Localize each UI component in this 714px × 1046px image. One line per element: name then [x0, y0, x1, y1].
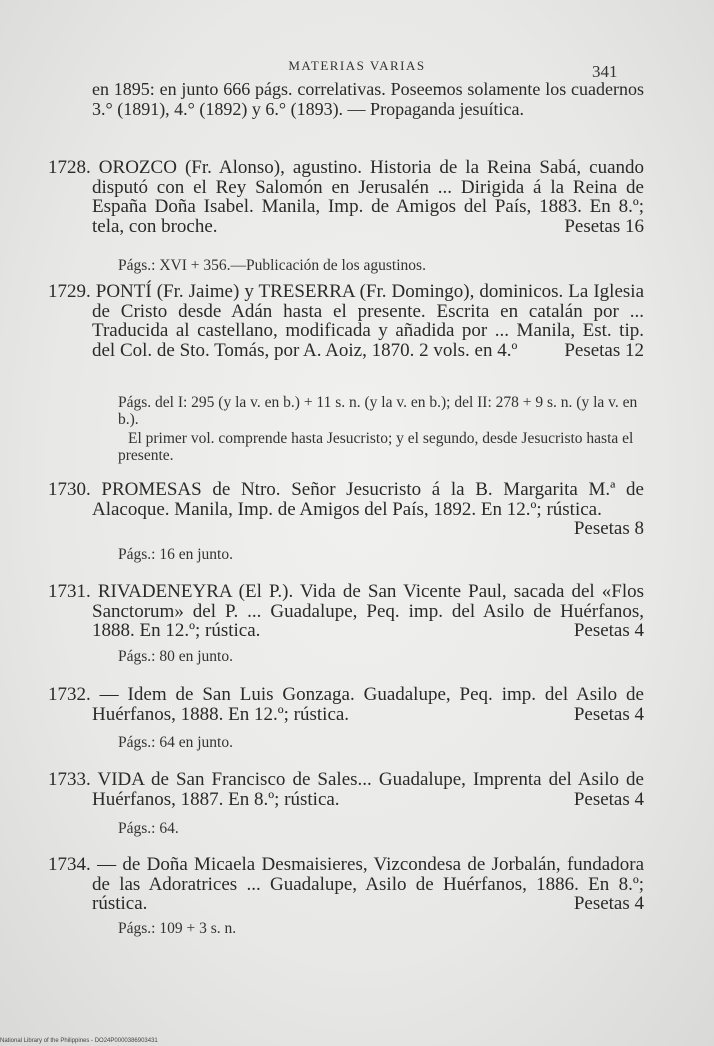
entry-note: Págs. del I: 295 (y la v. en b.) + 11 s. n. (y la v. en b.); del II: 278 + 9 s. n. (y la v. en b.). — [118, 394, 638, 428]
entry-number: 1733. — [48, 769, 91, 790]
entry-note: Págs.: 64 en junto. — [118, 734, 233, 751]
entry-number: 1734. — [48, 854, 91, 875]
entry-text: PROMESAS de Ntro. Señor Jesucristo á la B. Margarita M.ª de Alacoque. Manila, Imp. de Amigos del País, 1892. En 12.º; rústica. — [92, 479, 644, 520]
continuation-text: en 1895: en junto 666 págs. correlativas. Poseemos solamente los cuadernos 3.° (1891), 4.° (1892) y 6.° (1893). — Propaganda jesuítica. — [92, 79, 644, 119]
entry-number: 1728. — [48, 157, 91, 178]
entry-price: Pesetas 4 — [573, 893, 644, 914]
entry-price: Pesetas 8 — [573, 518, 644, 539]
entry-number: 1730. — [48, 479, 91, 500]
entry-1729 — [48, 281, 644, 361]
entry-1733 — [48, 769, 644, 810]
entry-number: 1729. — [48, 281, 91, 302]
entry-number: 1731. — [48, 581, 91, 602]
entry-note: Págs.: 109 + 3 s. n. — [118, 920, 237, 937]
entry-price: Pesetas 12 — [564, 339, 644, 361]
entry-text: PONTÍ (Fr. Jaime) y TRESERRA (Fr. Domingo), dominicos. La Iglesia de Cristo desde Adán hasta el presente. Escrita en catalán por ... Traducida al castellano, modificada y añadida por ... Manila, Est. tip. del Col. de Sto. Tomás, por A. Aoiz, 1870. 2 vols. en 4.º — [92, 281, 644, 361]
entry-text: — de Doña Micaela Desmaisieres, Vizcondesa de Jorbalán, fundadora de las Adoratrices ... Guadalupe, Asilo de Huérfanos, 1886. En 8.º; rústica. — [92, 854, 644, 914]
entry-text: — Idem de San Luis Gonzaga. Guadalupe, Peq. imp. del Asilo de Huérfanos, 1888. En 12.º; rústica. — [92, 684, 644, 725]
entry-1732 — [48, 684, 644, 725]
library-footer-label: National Library of the Philippines - DO24P0000386903431 — [0, 1038, 158, 1044]
entry-price: Pesetas 16 — [564, 215, 644, 237]
entry-1730 — [48, 479, 644, 539]
entry-note: El primer vol. comprende hasta Jesucristo; y el segundo, desde Jesucristo hasta el presente. — [118, 430, 634, 464]
entry-1728 — [48, 157, 644, 237]
entry-note: Págs.: 16 en junto. — [118, 546, 233, 563]
entry-note: Págs.: 80 en junto. — [118, 648, 233, 665]
page-number: 341 — [592, 62, 618, 81]
entry-note: Págs.: 64. — [118, 820, 179, 837]
entry-price: Pesetas 4 — [573, 788, 644, 810]
entry-price: Pesetas 4 — [573, 703, 644, 725]
entry-text: RIVADENEYRA (El P.). Vida de San Vicente Paul, sacada del «Flos Sanctorum» del P. ... Guadalupe, Peq. imp. del Asilo de Huérfanos, 1888. En 12.º; rústica. — [92, 581, 645, 641]
entry-1731 — [48, 581, 645, 641]
entry-note: Págs.: XVI + 356.—Publicación de los agustinos. — [118, 257, 426, 274]
entry-price: Pesetas 4 — [573, 620, 644, 641]
running-head: MATERIAS VARIAS — [288, 58, 426, 73]
entry-text: VIDA de San Francisco de Sales... Guadalupe, Imprenta del Asilo de Huérfanos, 1887. En 8.º; rústica. — [92, 769, 644, 810]
entry-number: 1732. — [48, 684, 91, 705]
entry-text: OROZCO (Fr. Alonso), agustino. Historia de la Reina Sabá, cuando disputó con el Rey Salomón en Jerusalén ... Dirigida á la Reina de España Doña Isabel. Manila, Imp. de Amigos del País, 1883. En 8.º; tela, con broche. — [92, 157, 644, 237]
entry-1734 — [48, 854, 644, 914]
